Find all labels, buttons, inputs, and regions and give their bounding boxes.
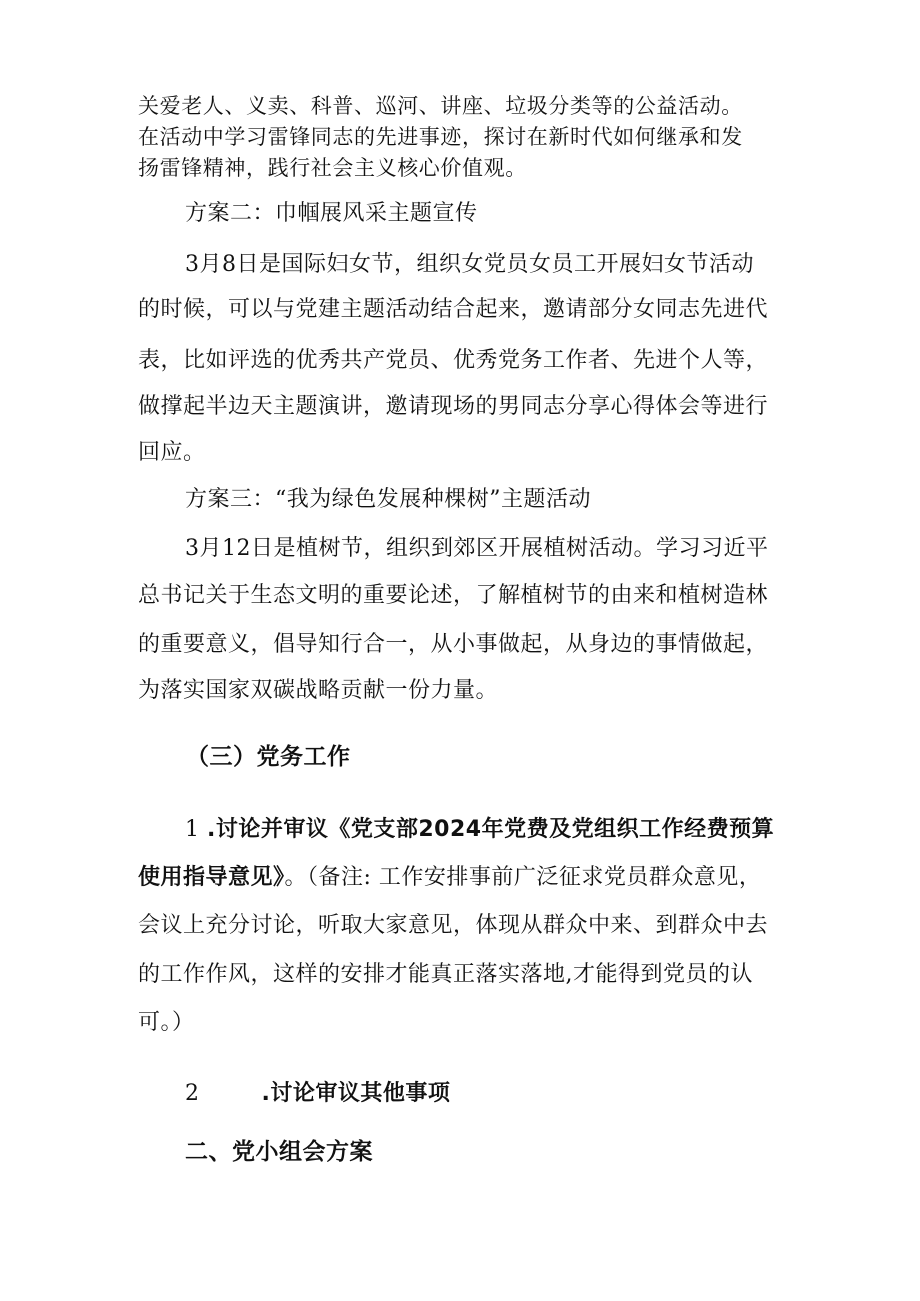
item-1-line-5: 可。）: [138, 1010, 195, 1035]
plan3-line-3: 的重要意义，倡导知行合一，从小事做起，从身边的事情做起，: [138, 632, 769, 657]
plan2-line-4: 做撑起半边天主题演讲，邀请现场的男同志分享心得体会等进行: [138, 394, 769, 419]
plan3-title: 方案三：“我为绿色发展种棵树”主题活动: [185, 487, 591, 512]
item-1-line-3: 会议上充分讨论，听取大家意见，体现从群众中来、到群众中去: [138, 913, 769, 938]
item-1-line-2: [138, 867, 761, 889]
plan2-line-1: 3月8日是国际妇女节，组织女党员女员工开展妇女节活动: [185, 252, 754, 277]
plan3-line-1: 3月12日是植树节，组织到郊区开展植树活动。学习习近平: [185, 536, 769, 561]
intro-line-2: 在活动中学习雷锋同志的先进事迹，探讨在新时代如何继承和发: [138, 125, 743, 149]
plan2-line-5: 回应。: [138, 440, 206, 465]
item-1-line-1: [185, 819, 774, 841]
plan2-title: 方案二：巾帼展风采主题宣传: [185, 201, 478, 226]
item-1-number: 1: [185, 817, 200, 842]
plan3-line-2: 总书记关于生态文明的重要论述，了解植树节的由来和植树造林: [138, 583, 769, 608]
item-1-note-start: 。（备注: 工作安排事前广泛征求党员群众意见，: [284, 865, 762, 890]
item-1-line-4: 的工作作风，这样的安排才能真正落实落地,才能得到党员的认: [138, 962, 753, 987]
plan2-line-3: 表，比如评选的优秀共产党员、优秀党务工作者、先进个人等，: [138, 348, 769, 373]
intro-line-1: 关爱老人、义卖、科普、巡河、讲座、垃圾分类等的公益活动。: [138, 94, 743, 118]
item-2-text: .讨论审议其他事项: [261, 1081, 451, 1106]
item-2-line: [185, 1083, 450, 1105]
item-2-number: 2: [185, 1081, 200, 1106]
plan2-line-2: 的时候，可以与党建主题活动结合起来，邀请部分女同志先进代: [138, 297, 769, 322]
section-3-heading: （三）党务工作: [186, 744, 351, 770]
intro-line-3: 扬雷锋精神，践行社会主义核心价值观。: [138, 156, 527, 180]
plan3-line-4: 为落实国家双碳战略贡献一份力量。: [138, 678, 499, 703]
item-1-title-end: 使用指导意见》: [138, 865, 285, 890]
section-two-heading: 二、党小组会方案: [185, 1139, 373, 1165]
item-1-title-start: .讨论并审议《党支部2024年党费及党组织工作经费预算: [207, 817, 775, 842]
